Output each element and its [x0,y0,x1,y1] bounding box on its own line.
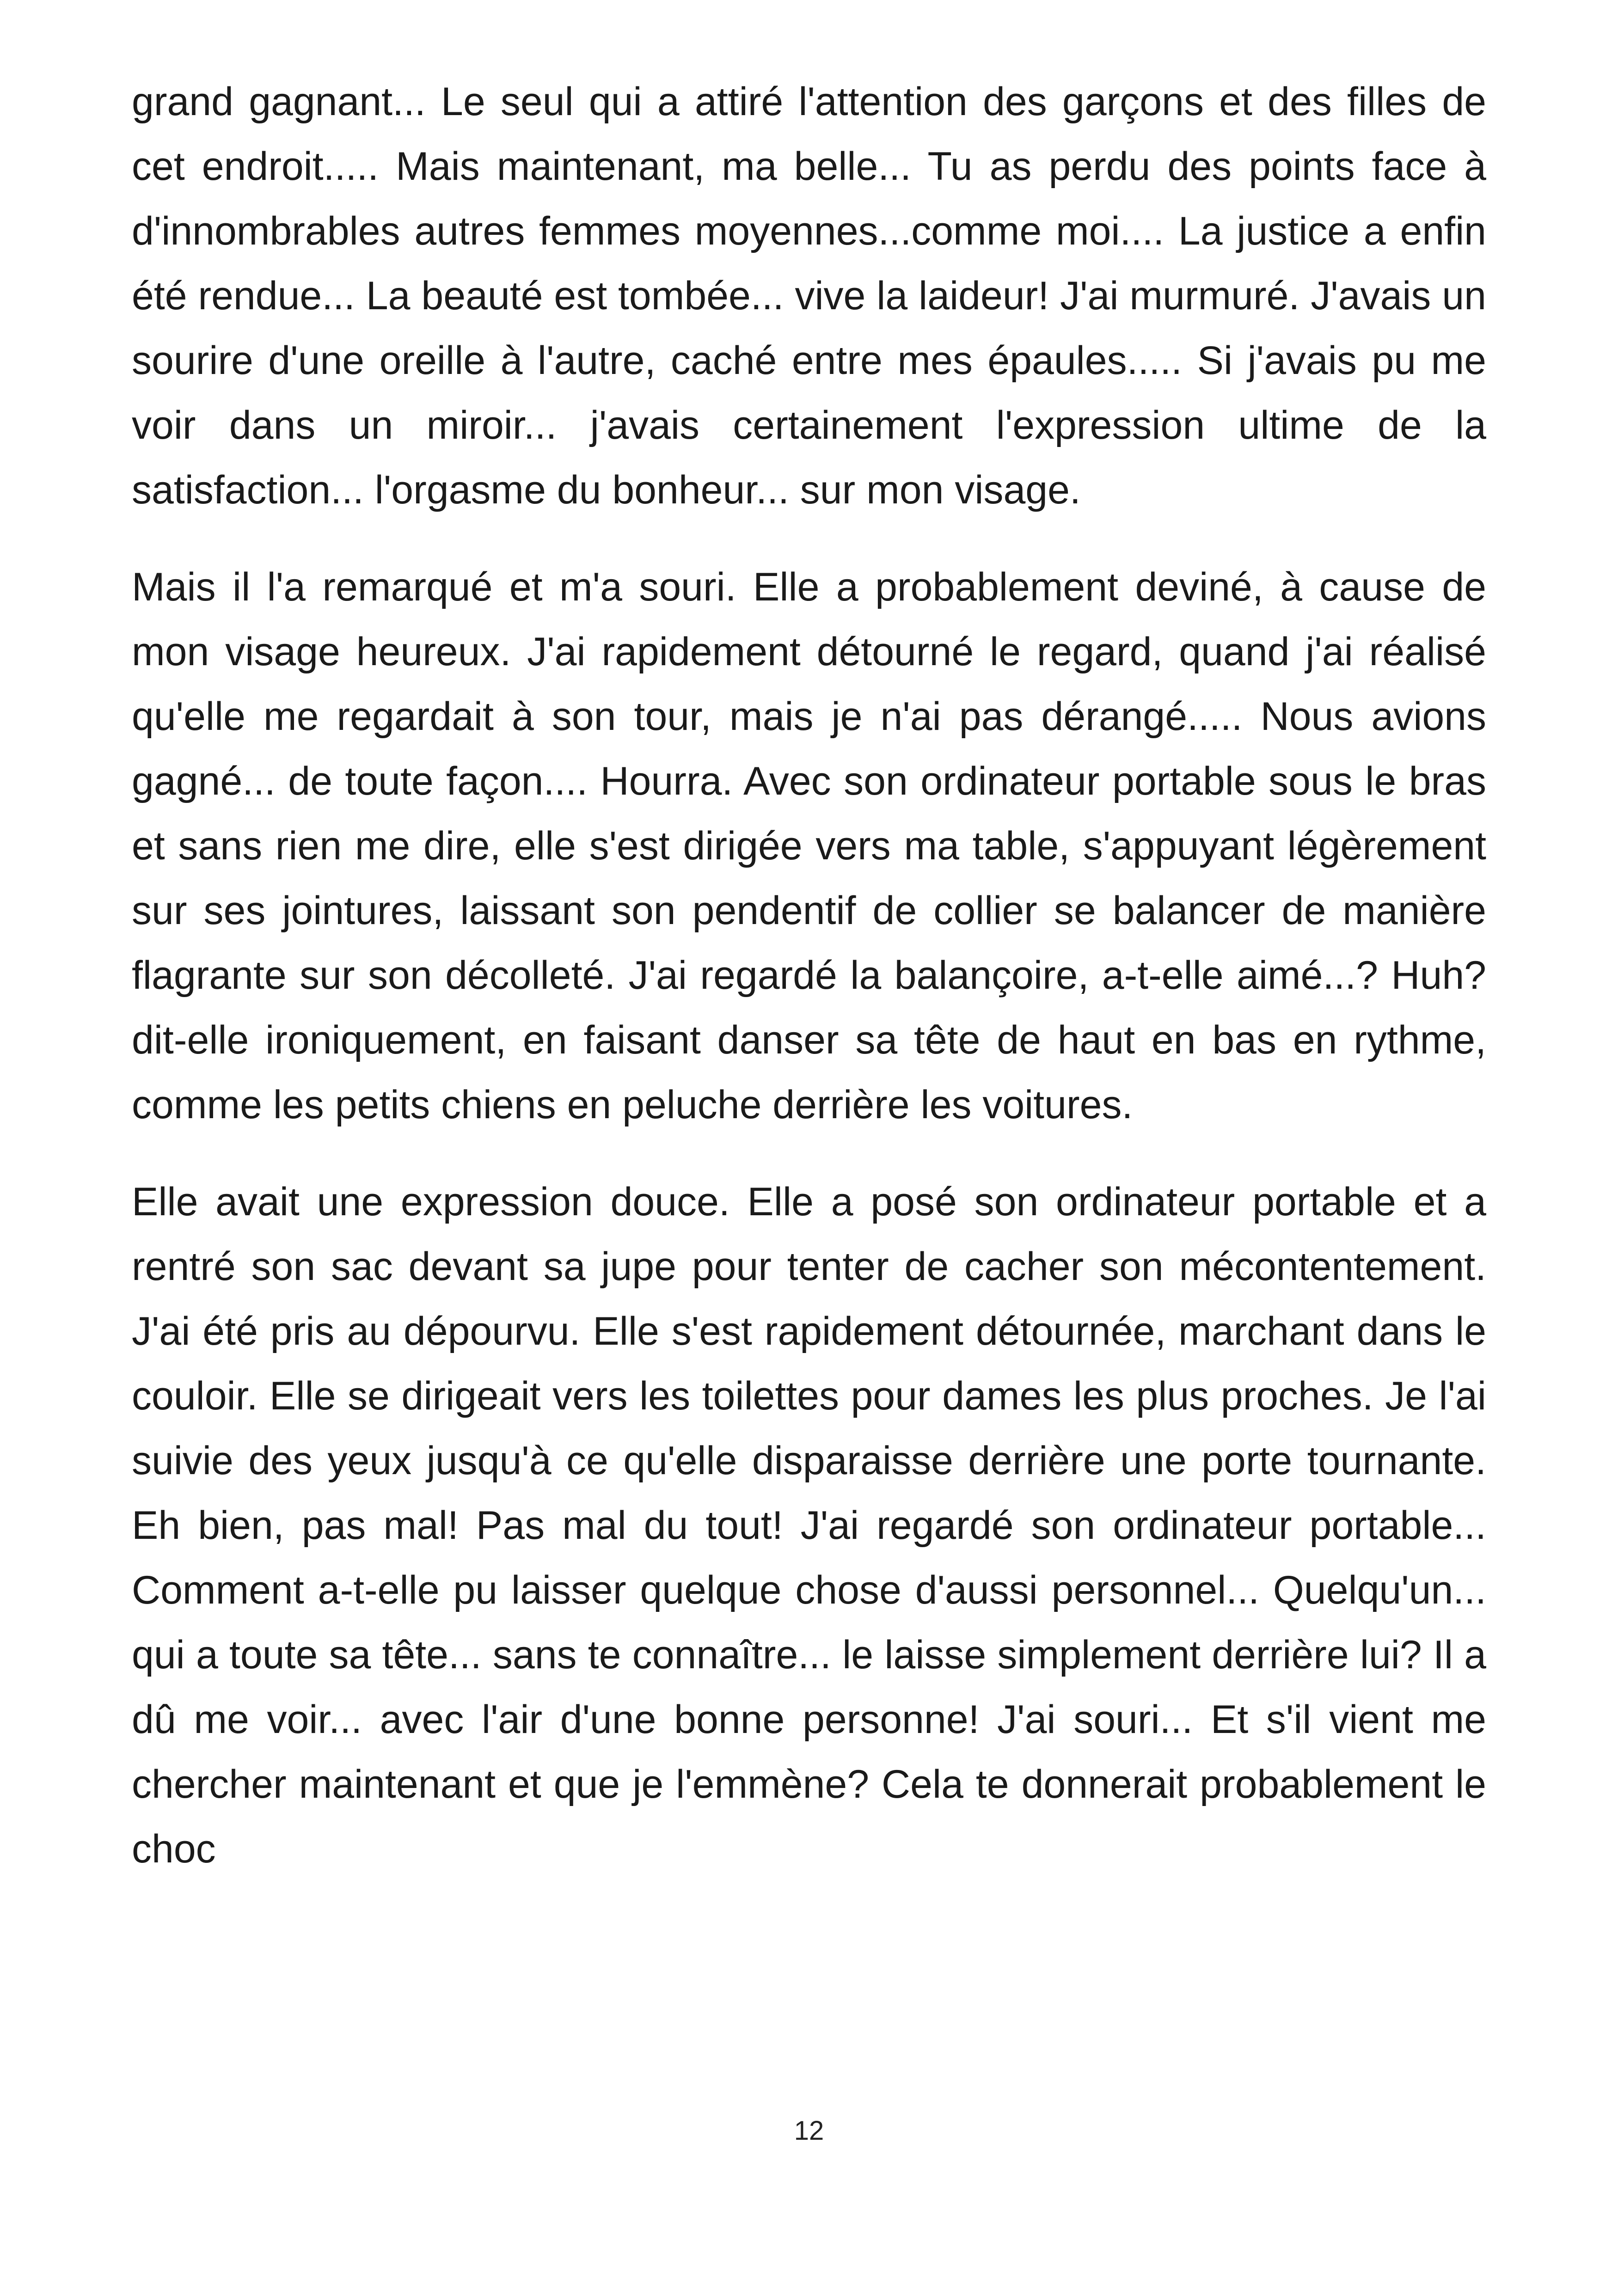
body-text [132,69,1486,1914]
paragraph-3: Elle avait une expression douce. Elle a posé son ordinateur portable et a rentré son sac devant sa jupe pour tenter de cacher son mécontentement. J'ai été pris au dépourvu. Elle s'est rapidement détournée, marchant dans le couloir. Elle se dirigeait vers les toilettes pour dames les plus proches. Je l'ai suivie des yeux jusqu'à ce qu'elle disparaisse derrière une porte tournante. Eh bien, pas mal! Pas mal du tout! J'ai regardé son ordinateur portable... Comment a-t-elle pu laisser quelque chose d'aussi personnel... Quelqu'un... qui a toute sa tête... sans te connaître... le laisse simplement derrière lui? Il a dû me voir... avec l'air d'une bonne personne! J'ai souri... Et s'il vient me chercher maintenant et que je l'emmène? Cela te donnerait probablement le choc [132,1180,1486,1871]
paragraph-2: Mais il l'a remarqué et m'a souri. Elle a probablement deviné, à cause de mon visage heureux. J'ai rapidement détourné le regard, quand j'ai réalisé qu'elle me regardait à son tour, mais je n'ai pas dérangé..... Nous avions gagné... de toute façon.... Hourra. Avec son ordinateur portable sous le bras et sans rien me dire, elle s'est dirigée vers ma table, s'appuyant légèrement sur ses jointures, laissant son pendentif de collier se balancer de manière flagrante sur son décolleté. J'ai regardé la balançoire, a-t-elle aimé...? Huh? dit-elle ironiquement, en faisant danser sa tête de haut en bas en rythme, comme les petits chiens en peluche derrière les voitures. [132,565,1486,1127]
page-number: 12 [794,2116,824,2146]
paragraph-1: grand gagnant... Le seul qui a attiré l'attention des garçons et des filles de cet endroit..... Mais maintenant, ma belle... Tu as perdu des points face à d'innombrables autres femmes moyennes...comme moi.... La justice a enfin été rendue... La beauté est tombée... vive la laideur! J'ai murmuré. J'avais un sourire d'une oreille à l'autre, caché entre mes épaules..... Si j'avais pu me voir dans un miroir... j'avais certainement l'expression ultime de la satisfaction... l'orgasme du bonheur... sur mon visage. [132,80,1486,512]
